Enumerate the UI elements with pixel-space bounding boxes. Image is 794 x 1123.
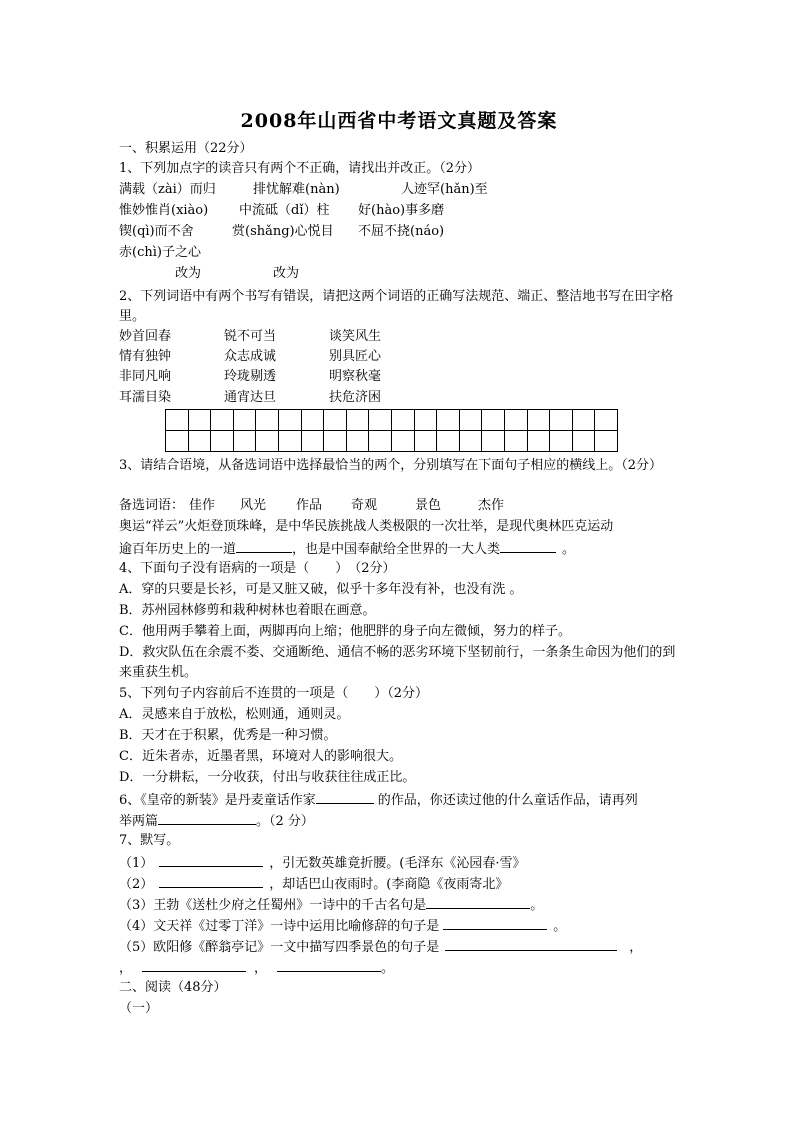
q1-fix-label-2: 改为 — [273, 266, 300, 281]
q1-row2-item3: 好(hào)事多磨 — [358, 203, 445, 218]
q6-blank-works[interactable] — [158, 812, 256, 825]
q2-word: 非同凡响 — [119, 369, 172, 384]
q3-blank-2[interactable] — [500, 540, 556, 553]
q5-stem: 5、下列句子内容前后不连贯的一项是（ ）（2分） — [119, 686, 429, 701]
q7-text: （3）王勃《送杜少府之任蜀州》一诗中的千古名句是 — [119, 898, 427, 913]
q7-text: ，却话巴山夜雨时。(李商隐《夜雨寄北》 — [269, 877, 509, 892]
q7-line4 — [119, 917, 566, 935]
q2-word: 锐不可当 — [224, 329, 277, 344]
section-heading-1: 一、积累运用（22分） — [119, 141, 253, 156]
q7-text: （5）欧阳修《醉翁亭记》一文中描写四季景色的句子是 — [119, 940, 440, 955]
q6-text: 。（2 分） — [256, 814, 314, 829]
q1-row1-item1: 满载（zài）而归 — [119, 182, 216, 197]
q6-text: 的作品，你还读过他的什么童话作品，请再列 — [377, 793, 638, 808]
q7-line3 — [119, 896, 543, 914]
q2-word: 耳濡目染 — [119, 390, 172, 405]
section-heading-2: 二、阅读（48分） — [119, 980, 227, 995]
q6-line1 — [119, 791, 638, 809]
q2-word: 通宵达旦 — [224, 390, 277, 405]
q7-blank-3[interactable] — [426, 896, 530, 909]
q1-row4-item1: 赤(chì)子之心 — [119, 245, 201, 260]
q3-words-label: 备选词语： — [119, 498, 185, 513]
q7-text: ， — [119, 961, 133, 976]
q2-word: 别具匠心 — [329, 349, 382, 364]
q2-word: 妙首回春 — [119, 329, 172, 344]
q2-word: 众志成诚 — [224, 349, 277, 364]
q7-text: 。 — [381, 961, 395, 976]
q7-line5 — [119, 938, 642, 956]
q1-row1-item3: 人迹罕(hǎn)至 — [401, 182, 488, 197]
q1-row3-item3: 不屈不挠(náo) — [358, 224, 445, 239]
q2-word: 玲珑剔透 — [224, 369, 277, 384]
q7-text: 。 — [530, 898, 544, 913]
q3-word: 奇观 — [351, 498, 378, 513]
page-title: 2008年山西省中考语文真题及答案 — [240, 110, 558, 132]
q6-text: 6、《皇帝的新装》是丹麦童话作家 — [119, 793, 316, 808]
writing-grid-row — [166, 410, 618, 431]
q4-option-a: A．穿的只要是长衫，可是又脏又破，似乎十多年没有补，也没有洗 。 — [119, 582, 523, 597]
q1-row2-item1: 惟妙惟肖(xiào) — [119, 203, 209, 218]
q2-word: 情有独钟 — [119, 349, 172, 364]
q1-fix-label-1: 改为 — [175, 266, 202, 281]
q5-option-d: D．一分耕耘，一分收获，付出与收获往往成正比。 — [119, 770, 416, 785]
q2-word: 扶危济困 — [329, 390, 382, 405]
q5-option-a: A．灵感来自于放松，松则通，通则灵。 — [119, 707, 350, 722]
q7-blank-1[interactable] — [159, 854, 263, 867]
q2-word: 明察秋毫 — [329, 369, 382, 384]
q7-text: ， — [254, 961, 268, 976]
q4-stem: 4、下面句子没有语病的一项是（ ） （2分） — [119, 561, 396, 576]
q4-option-b: B．苏州园林修剪和栽种树林也着眼在画意。 — [119, 603, 376, 618]
q3-stem: 3、请结合语境，从备选词语中选择最恰当的两个，分别填写在下面句子相应的横线上。（2分） — [119, 458, 663, 473]
q7-text: （4）文天祥《过零丁洋》一诗中运用比喻修辞的句子是 — [119, 919, 440, 934]
q1-row2-item2: 中流砥（dǐ）柱 — [239, 203, 330, 218]
q7-text: 。 — [553, 919, 567, 934]
q2-stem: 2、下列词语中有两个书写有错误，请把这两个词语的正确写法规范、端正、整洁地书写在田字格里。 — [119, 289, 674, 324]
q3-word: 佳作 — [189, 498, 216, 513]
q3-blank-1[interactable] — [236, 540, 292, 553]
q3-text-part: 逾百年历史上的一道 — [119, 542, 237, 557]
q4-option-c: C．他用两手攀着上面，两脚再向上缩；他肥胖的身子向左微倾，努力的样子。 — [119, 624, 571, 639]
q6-line2 — [119, 812, 314, 830]
q3-text-line2 — [119, 540, 575, 558]
q7-text: （1） — [119, 856, 154, 871]
q1-row3-item2: 赏(shǎng)心悦目 — [232, 224, 334, 239]
q5-option-b: B．天才在于积累，优秀是一种习惯。 — [119, 728, 337, 743]
q3-word: 作品 — [296, 498, 323, 513]
q7-text: ，引无数英雄竟折腰。(毛泽东《沁园春·雪》 — [269, 856, 526, 871]
q1-row1-item2: 排忧解难(nàn) — [253, 182, 340, 197]
q1-stem: 1、下列加点字的读音只有两个不正确，请找出并改正。（2分） — [119, 161, 481, 176]
q2-word: 谈笑风生 — [329, 329, 382, 344]
q3-text-part: ，也是中国奉献给全世界的一大人类 — [292, 542, 501, 557]
q7-blank-4[interactable] — [443, 917, 547, 930]
writing-grid-row — [166, 431, 618, 452]
q3-word: 杰作 — [478, 498, 505, 513]
q7-text: ， — [629, 940, 643, 955]
q3-word: 风光 — [240, 498, 267, 513]
q4-option-d: D．救灾队伍在余震不娄、交通断绝、通信不畅的恶劣环境下坚韧前行，一条条生命因为他们的到来重获生机。 — [119, 645, 676, 680]
q6-blank-author[interactable] — [316, 791, 374, 804]
q7-blank-5[interactable] — [445, 938, 617, 951]
writing-grid[interactable] — [165, 409, 618, 452]
q6-text: 举两篇 — [119, 814, 159, 829]
q7-line6 — [119, 959, 394, 977]
q1-row3-item1: 锲(qì)而不舍 — [119, 224, 194, 239]
reading-part-heading: （一） — [119, 1001, 159, 1016]
q7-blank-7[interactable] — [277, 959, 381, 972]
q7-stem: 7、默写。 — [119, 833, 180, 848]
q7-line2 — [119, 875, 508, 893]
q5-option-c: C．近朱者赤，近墨者黑，环境对人的影响很大。 — [119, 749, 402, 764]
q7-text: （2） — [119, 877, 154, 892]
q3-text-part: 。 — [562, 542, 576, 557]
q3-text-line1: 奥运“祥云”火炬登顶珠峰，是中华民族挑战人类极限的一次壮举，是现代奥林匹克运动 — [119, 519, 614, 534]
q3-word: 景色 — [415, 498, 442, 513]
q7-line1 — [119, 854, 526, 872]
q7-blank-6[interactable] — [142, 959, 246, 972]
q7-blank-2[interactable] — [159, 875, 263, 888]
